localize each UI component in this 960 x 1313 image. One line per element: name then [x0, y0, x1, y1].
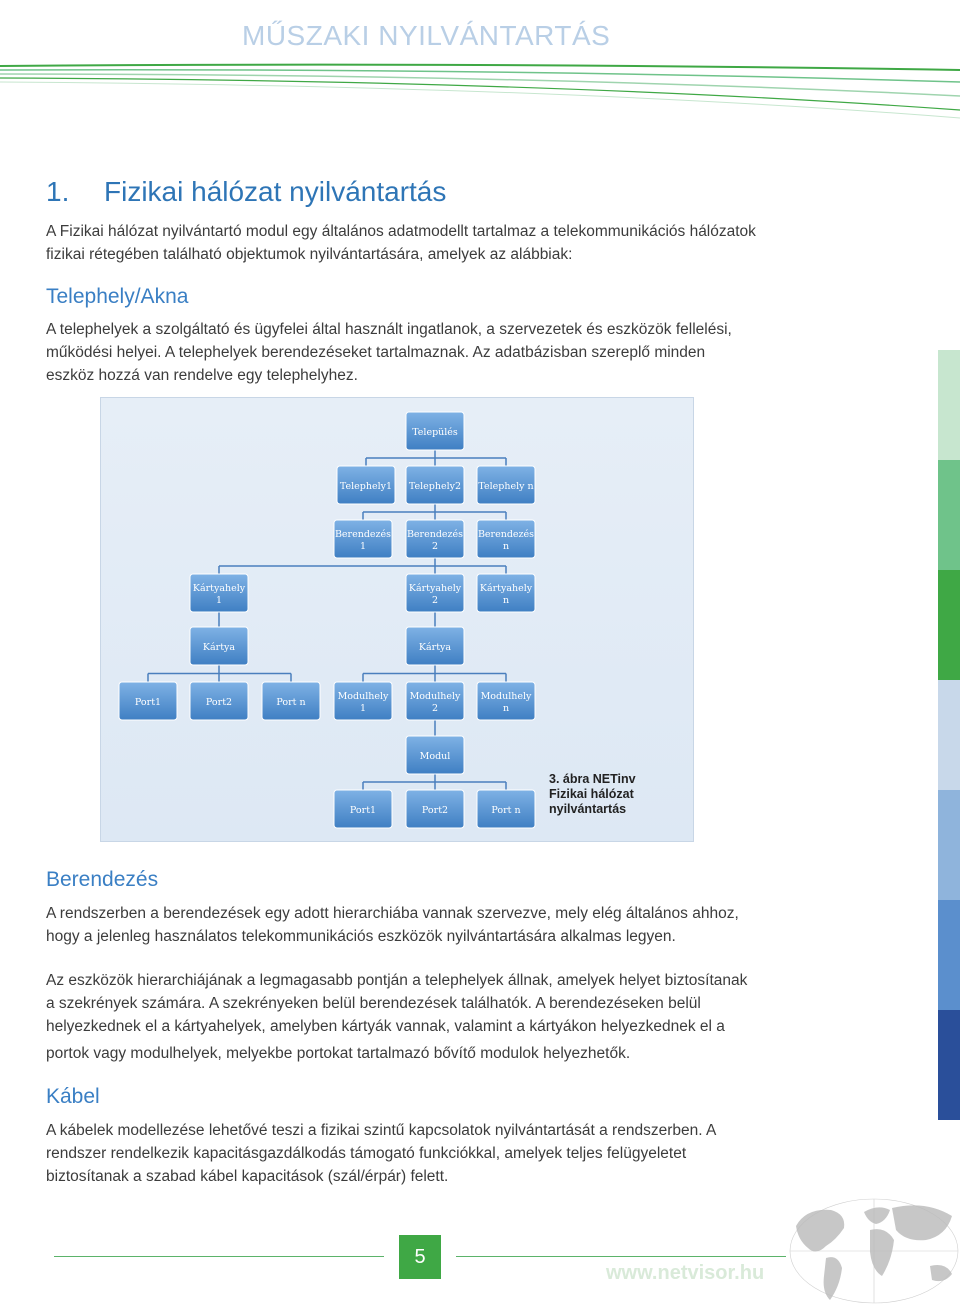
- diagram-node-label: Kártya: [202, 642, 236, 653]
- diagram-node-portn-a: [262, 682, 320, 720]
- side-bar: [938, 680, 960, 790]
- diagram-node-telephely1: [337, 466, 395, 504]
- berendezes-line: Az eszközök hierarchiájának a legmagasabb pontján a telephelyek állnak, amelyek helyet biztosítanak: [46, 972, 748, 989]
- telephely-line: A telephelyek a szolgáltató és ügyfelei által használt ingatlanok, a szervezetek és eszközök fellelési,: [46, 321, 732, 338]
- diagram-node-berendezes1: [334, 520, 392, 558]
- diagram-node-port2-b: [406, 790, 464, 828]
- section-number: 1.: [46, 176, 70, 207]
- diagram-connector: [363, 665, 506, 682]
- diagram-connector: [363, 504, 506, 520]
- caption-line: 3. ábra NETinv: [549, 772, 636, 786]
- diagram-node-label: 2: [431, 595, 439, 606]
- hierarchy-diagram: [100, 397, 694, 842]
- diagram-connector: [363, 774, 506, 790]
- berendezes-heading: Berendezés: [46, 868, 159, 891]
- diagram-connector: [366, 450, 506, 466]
- telephely-heading: Telephely/Akna: [46, 285, 189, 308]
- berendezes-paragraph-1: [46, 902, 782, 948]
- diagram-node-modul: [406, 736, 464, 774]
- diagram-node-label: Port n: [276, 697, 306, 708]
- footer-url: www.netvisor.hu: [606, 1262, 765, 1284]
- caption-line: Fizikai hálózat: [549, 787, 634, 801]
- diagram-node-label: Port1: [134, 697, 162, 708]
- diagram-node-modulhely1: [334, 682, 392, 720]
- diagram-node-label: 2: [431, 541, 439, 552]
- diagram-node-label: Telephely n: [478, 481, 534, 492]
- side-bar: [938, 790, 960, 900]
- footer-line-right: [456, 1256, 786, 1257]
- diagram-node-label: Berendezés: [477, 529, 535, 540]
- diagram-node-modulhelyn: [477, 682, 535, 720]
- berendezes-line: helyezkednek el a kártyahelyek, amelyben kártyák vannak, valamint a kártyákon helyezkednek el a: [46, 1018, 725, 1035]
- telephely-line: eszköz hozzá van rendelve egy telephelyhez.: [46, 367, 358, 384]
- diagram-node-label: 1: [215, 595, 223, 606]
- diagram-node-label: n: [502, 541, 510, 552]
- diagram-node-port1-a: [119, 682, 177, 720]
- diagram-node-kartyahelyn: [477, 574, 535, 612]
- intro-line: fizikai rétegében található objektumok nyilvántartására, amelyek az alábbiak:: [46, 246, 573, 263]
- kabel-line: rendszer rendelkezik kapacitásgazdálkodás támogató funkciókkal, amelyek teljes felügyeletet: [46, 1145, 687, 1162]
- diagram-node-label: Port2: [205, 697, 233, 708]
- diagram-node-kartya-b: [406, 627, 464, 665]
- section-title-text: Fizikai hálózat nyilvántartás: [104, 176, 447, 207]
- diagram-node-label: Kártyahely: [479, 583, 533, 594]
- berendezes-line: hogy a jelenleg használatos telekommunikációs eszközök nyilvántartására alkalmas legyen.: [46, 928, 676, 945]
- diagram-node-telepules: [406, 412, 464, 450]
- berendezes-line: portok vagy modulhelyek, melyekbe portokat tartalmazó bővítő modulok helyezhetők.: [46, 1045, 631, 1062]
- diagram-node-label: Modulhely: [409, 691, 461, 702]
- diagram-node-label: Port n: [491, 805, 521, 816]
- diagram-connector: [148, 665, 291, 682]
- diagram-node-kartya-a: [190, 627, 248, 665]
- diagram-node-label: 1: [359, 541, 367, 552]
- diagram-node-label: Port2: [421, 805, 449, 816]
- side-bar: [938, 570, 960, 680]
- diagram-node-label: 1: [359, 703, 367, 714]
- footer-line-left: [54, 1256, 384, 1257]
- figure-caption: [549, 772, 636, 817]
- diagram-node-label: Port1: [349, 805, 377, 816]
- diagram-node-label: Modul: [419, 751, 451, 762]
- world-map-icon: [786, 1196, 960, 1306]
- berendezes-line: a szekrények számára. A szekrényeken belül berendezések találhatók. A berendezéseken belül: [46, 995, 701, 1012]
- kabel-line: A kábelek modellezése lehetővé teszi a fizikai szintű kapcsolatok nyilvántartását a rendszerben. A: [46, 1122, 717, 1139]
- diagram-node-label: n: [502, 703, 510, 714]
- diagram-node-kartyahely1: [190, 574, 248, 612]
- kabel-paragraph: [46, 1119, 782, 1188]
- side-bar: [938, 460, 960, 570]
- diagram-connector: [219, 558, 506, 574]
- telephely-line: működési helyei. A telephelyek berendezéseket tartalmaznak. Az adatbázisban szereplő minden: [46, 344, 706, 361]
- diagram-node-label: Modulhely: [337, 691, 389, 702]
- diagram-node-label: n: [502, 595, 510, 606]
- side-bar: [938, 900, 960, 1010]
- header-decoration: [0, 60, 960, 120]
- diagram-node-port2-a: [190, 682, 248, 720]
- diagram-node-telephely2: [406, 466, 464, 504]
- diagram-node-label: Berendezés: [334, 529, 392, 540]
- diagram-node-label: Település: [412, 427, 458, 438]
- kabel-heading: Kábel: [46, 1085, 100, 1108]
- diagram-node-label: Berendezés: [406, 529, 464, 540]
- telephely-paragraph: [46, 318, 782, 387]
- diagram-node-label: Telephely2: [408, 481, 462, 492]
- section-title: [46, 176, 446, 208]
- diagram-node-modulhely2: [406, 682, 464, 720]
- diagram-node-label: Telephely1: [339, 481, 393, 492]
- intro-paragraph: [46, 220, 782, 266]
- diagram-node-berendezesn: [477, 520, 535, 558]
- diagram-node-telephelyn: [477, 466, 535, 504]
- diagram-node-berendezes2: [406, 520, 464, 558]
- side-bar: [938, 1010, 960, 1120]
- diagram-node-label: Modulhely: [480, 691, 532, 702]
- diagram-node-label: Kártyahely: [192, 583, 246, 594]
- berendezes-paragraph-2: [46, 969, 782, 1065]
- page-number: 5: [399, 1235, 441, 1279]
- caption-line: nyilvántartás: [549, 802, 627, 816]
- intro-line: A Fizikai hálózat nyilvántartó modul egy általános adatmodellt tartalmaz a telekommunikációs hálózatok: [46, 223, 756, 240]
- side-color-bars: [938, 350, 960, 1120]
- diagram-node-label: 2: [431, 703, 439, 714]
- diagram-node-label: Kártyahely: [408, 583, 462, 594]
- header-title: MŰSZAKI NYILVÁNTARTÁS: [242, 20, 611, 51]
- diagram-node-port1-b: [334, 790, 392, 828]
- kabel-line: biztosítanak a szabad kábel kapacitások (szál/érpár) felett.: [46, 1168, 449, 1185]
- diagram-node-label: Kártya: [418, 642, 452, 653]
- diagram-node-portn-b: [477, 790, 535, 828]
- side-bar: [938, 350, 960, 460]
- diagram-node-kartyahely2: [406, 574, 464, 612]
- berendezes-line: A rendszerben a berendezések egy adott hierarchiába vannak szervezve, mely elég általános ahhoz,: [46, 905, 739, 922]
